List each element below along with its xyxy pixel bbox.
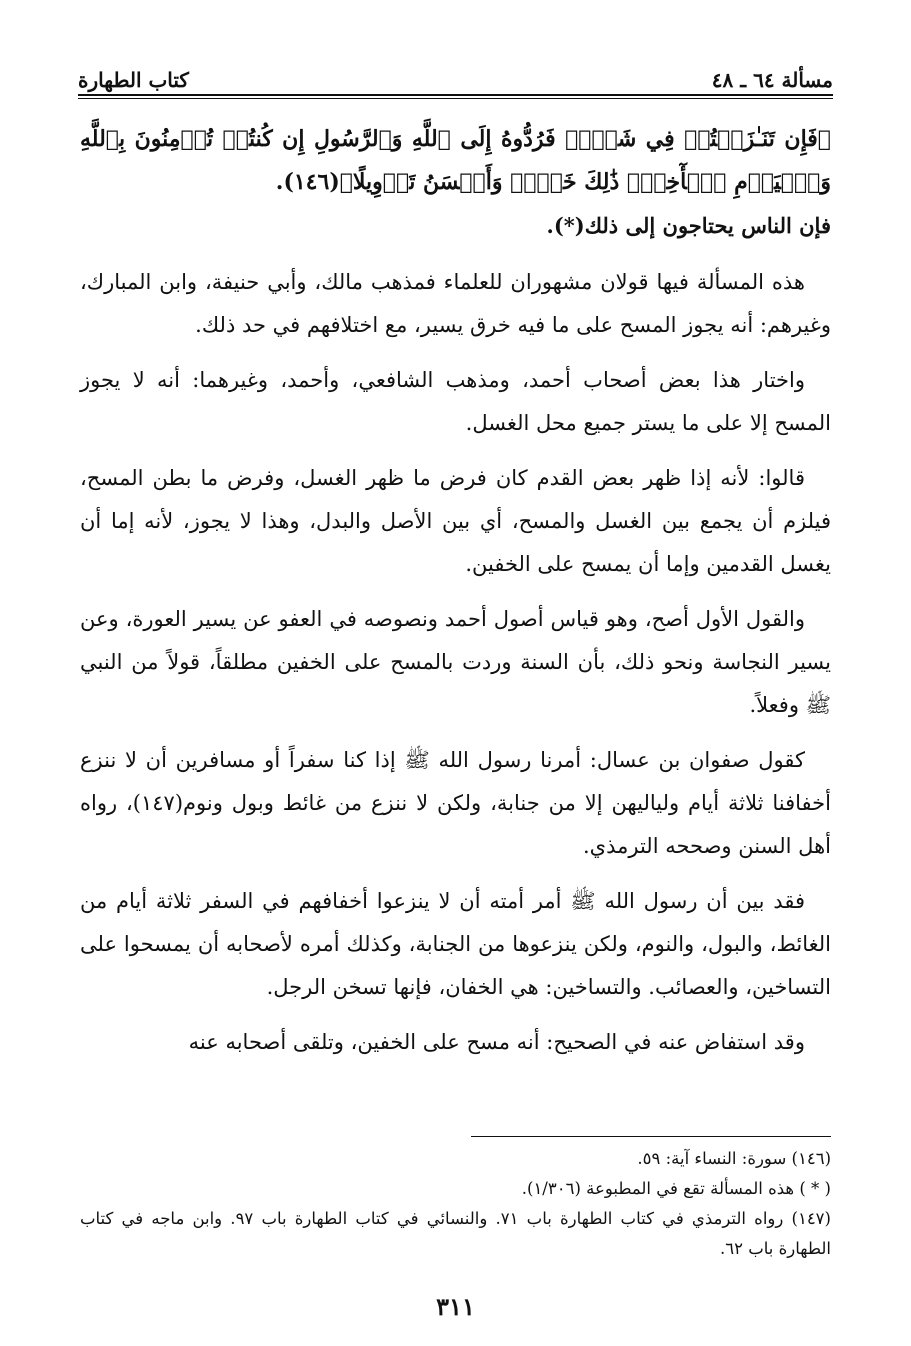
paragraph-1: هذه المسألة فيها قولان مشهوران للعلماء فمذهب مالك، وأبي حنيفة، وابن المبارك، وغيرهم: أنه يجوز المسح على ما فيه خرق يسير، مع اختلافهم في حد ذلك. bbox=[80, 270, 831, 337]
paragraph-6: فقد بين أن رسول الله ﷺ أمر أمته أن لا ينزعوا أخفافهم في السفر ثلاثة أيام من الغائط، والبول، والنوم، ولكن ينزعوها من الجنابة، وكذلك أمره لأصحابه أن يمسحوا على التساخين، والعصائب. والتساخين: هي الخفان، فإنها تسخن الرجل. bbox=[80, 889, 831, 999]
header-rule-thin bbox=[78, 98, 833, 99]
footnote-146: (١٤٦) سورة: النساء آية: ٥٩. bbox=[637, 1149, 831, 1168]
running-header bbox=[78, 58, 833, 92]
paragraph-5: كقول صفوان بن عسال: أمرنا رسول الله ﷺ إذا كنا سفراً أو مسافرين أن لا ننزع أخفافنا ثلاثة أيام ولياليهن إلا من جنابة، ولكن لا ننزع من غائط وبول ونوم(١٤٧)، رواه أهل السنن وصححه الترمذي. bbox=[80, 748, 831, 858]
page-number: ٣١١ bbox=[436, 1292, 475, 1321]
header-rule bbox=[78, 94, 833, 96]
footnote-147: (١٤٧) رواه الترمذي في كتاب الطهارة باب ٧١. والنسائي في كتاب الطهارة باب ٩٧. وابن ماجه في كتاب الطهارة باب ٦٢. bbox=[80, 1209, 831, 1258]
main-text bbox=[80, 118, 831, 1076]
paragraph-7: وقد استفاض عنه في الصحيح: أنه مسح على الخفين، وتلقى أصحابه عنه bbox=[188, 1030, 805, 1054]
quran-verse: ﴿فَإِن تَنَـٰزَعۡتُمۡ فِي شَيۡءٖ فَرُدُّوهُ إِلَى ٱللَّهِ وَٱلرَّسُولِ إِن كُنتُمۡ تُؤۡمِنُونَ بِٱللَّهِ وَٱلۡيَوۡمِ ٱلۡأٓخِرِۚ ذَٰلِكَ خَيۡرٞ وَأَحۡسَنُ تَأۡوِيلًا﴾(١٤٦). bbox=[80, 126, 831, 195]
paragraph-4: والقول الأول أصح، وهو قياس أصول أحمد ونصوصه في العفو عن يسير العورة، وعن يسير النجاسة ونحو ذلك، بأن السنة وردت بالمسح على الخفين مطلقاً، قولاً من النبي ﷺ وفعلاً. bbox=[80, 607, 831, 717]
footnote-rule bbox=[471, 1136, 831, 1137]
header-issue-number: مسألة ٦٤ ـ ٤٨ bbox=[711, 68, 833, 92]
paragraph-3: قالوا: لأنه إذا ظهر بعض القدم كان فرض ما ظهر الغسل، وفرض ما بطن المسح، فيلزم أن يجمع بين الغسل والمسح، أي بين الأصل والبدل، وهذا لا يجوز، لأنه إما أن يغسل القدمين وإما أن يمسح على الخفين. bbox=[80, 466, 831, 576]
footnotes bbox=[80, 1144, 831, 1264]
paragraph-2: واختار هذا بعض أصحاب أحمد، ومذهب الشافعي، وأحمد، وغيرهما: أنه لا يجوز المسح إلا على ما يستر جميع محل الغسل. bbox=[80, 368, 831, 435]
need-statement: فإن الناس يحتاجون إلى ذلك(*). bbox=[546, 213, 831, 238]
header-book-title: كتاب الطهارة bbox=[78, 68, 189, 92]
footnote-star: ( * ) هذه المسألة تقع في المطبوعة (١/٣٠٦). bbox=[521, 1179, 831, 1198]
